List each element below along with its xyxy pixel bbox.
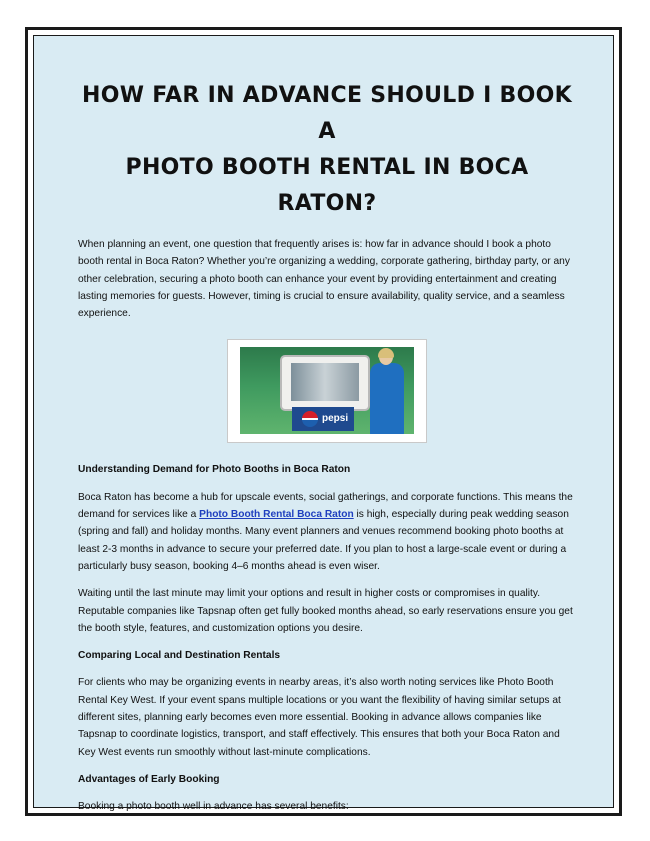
- person-figure: [370, 349, 404, 434]
- demand-text-after-link: is high, especially during peak wedding season (spring and fall) and holiday months. Many event planners and venues recommend booking photo booths at least 2-3 months in advance to secure your preferred date. If you plan to host a large-scale event or during a particularly busy season, booking 4–6 months ahead is even wiser.: [78, 509, 569, 572]
- demand-paragraph-2: Waiting until the last minute may limit your options and result in higher costs or compromises in quality. Reputable companies like Tapsnap often get fully booked months ahead, so early reservations ensure you get the booth style, features, and customization options you desire.: [78, 588, 573, 634]
- section-heading-advantages: Advantages of Early Booking: [78, 773, 220, 785]
- kiosk-screen: [280, 355, 370, 411]
- demand-paragraph-1: [78, 489, 576, 575]
- section-heading-local: Comparing Local and Destination Rentals: [78, 650, 281, 662]
- page-title: [78, 78, 576, 222]
- advantages-paragraph-1: Booking a photo booth well in advance has several benefits:: [78, 801, 349, 813]
- demand-text-before-link: Boca Raton has become a hub for upscale events, social gatherings, and corporate functions. This means the demand for services like a: [78, 491, 573, 521]
- intro-paragraph: When planning an event, one question that frequently arises is: how far in advance should I book a photo booth rental in Boca Raton? Whether you’re organizing a wedding, corporate gathering, birthday party, or any other celebration, securing a photo booth can enhance your event by providing entertainment and creating lasting memories for guests. However, timing is crucial to ensure availability, quality service, and a seamless experience.: [78, 239, 570, 320]
- photo-booth-image: [227, 339, 427, 443]
- logo-text: pepsi: [322, 413, 349, 425]
- section-heading-demand: Understanding Demand for Photo Booths in Boca Raton: [78, 464, 351, 476]
- title-line-1: HOW FAR IN ADVANCE SHOULD I BOOK A: [82, 83, 572, 144]
- document-body: [78, 78, 576, 816]
- photo-booth-rental-link[interactable]: Photo Booth Rental Boca Raton: [199, 509, 354, 521]
- local-paragraph-1: For clients who may be organizing events in nearby areas, it’s also worth noting services like Photo Booth Rental Key West. If your event spans multiple locations or you want the flexibility of having similar setups at different sites, planning early becomes even more essential. Booking in advance allows companies like Tapsnap to coordinate logistics, transport, and staff effectively. This ensures that both your Boca Raton and Key West events run smoothly without last-minute complications.: [78, 677, 561, 758]
- photo-booth-photo: [240, 347, 414, 434]
- title-line-2: PHOTO BOOTH RENTAL IN BOCA RATON?: [125, 155, 529, 216]
